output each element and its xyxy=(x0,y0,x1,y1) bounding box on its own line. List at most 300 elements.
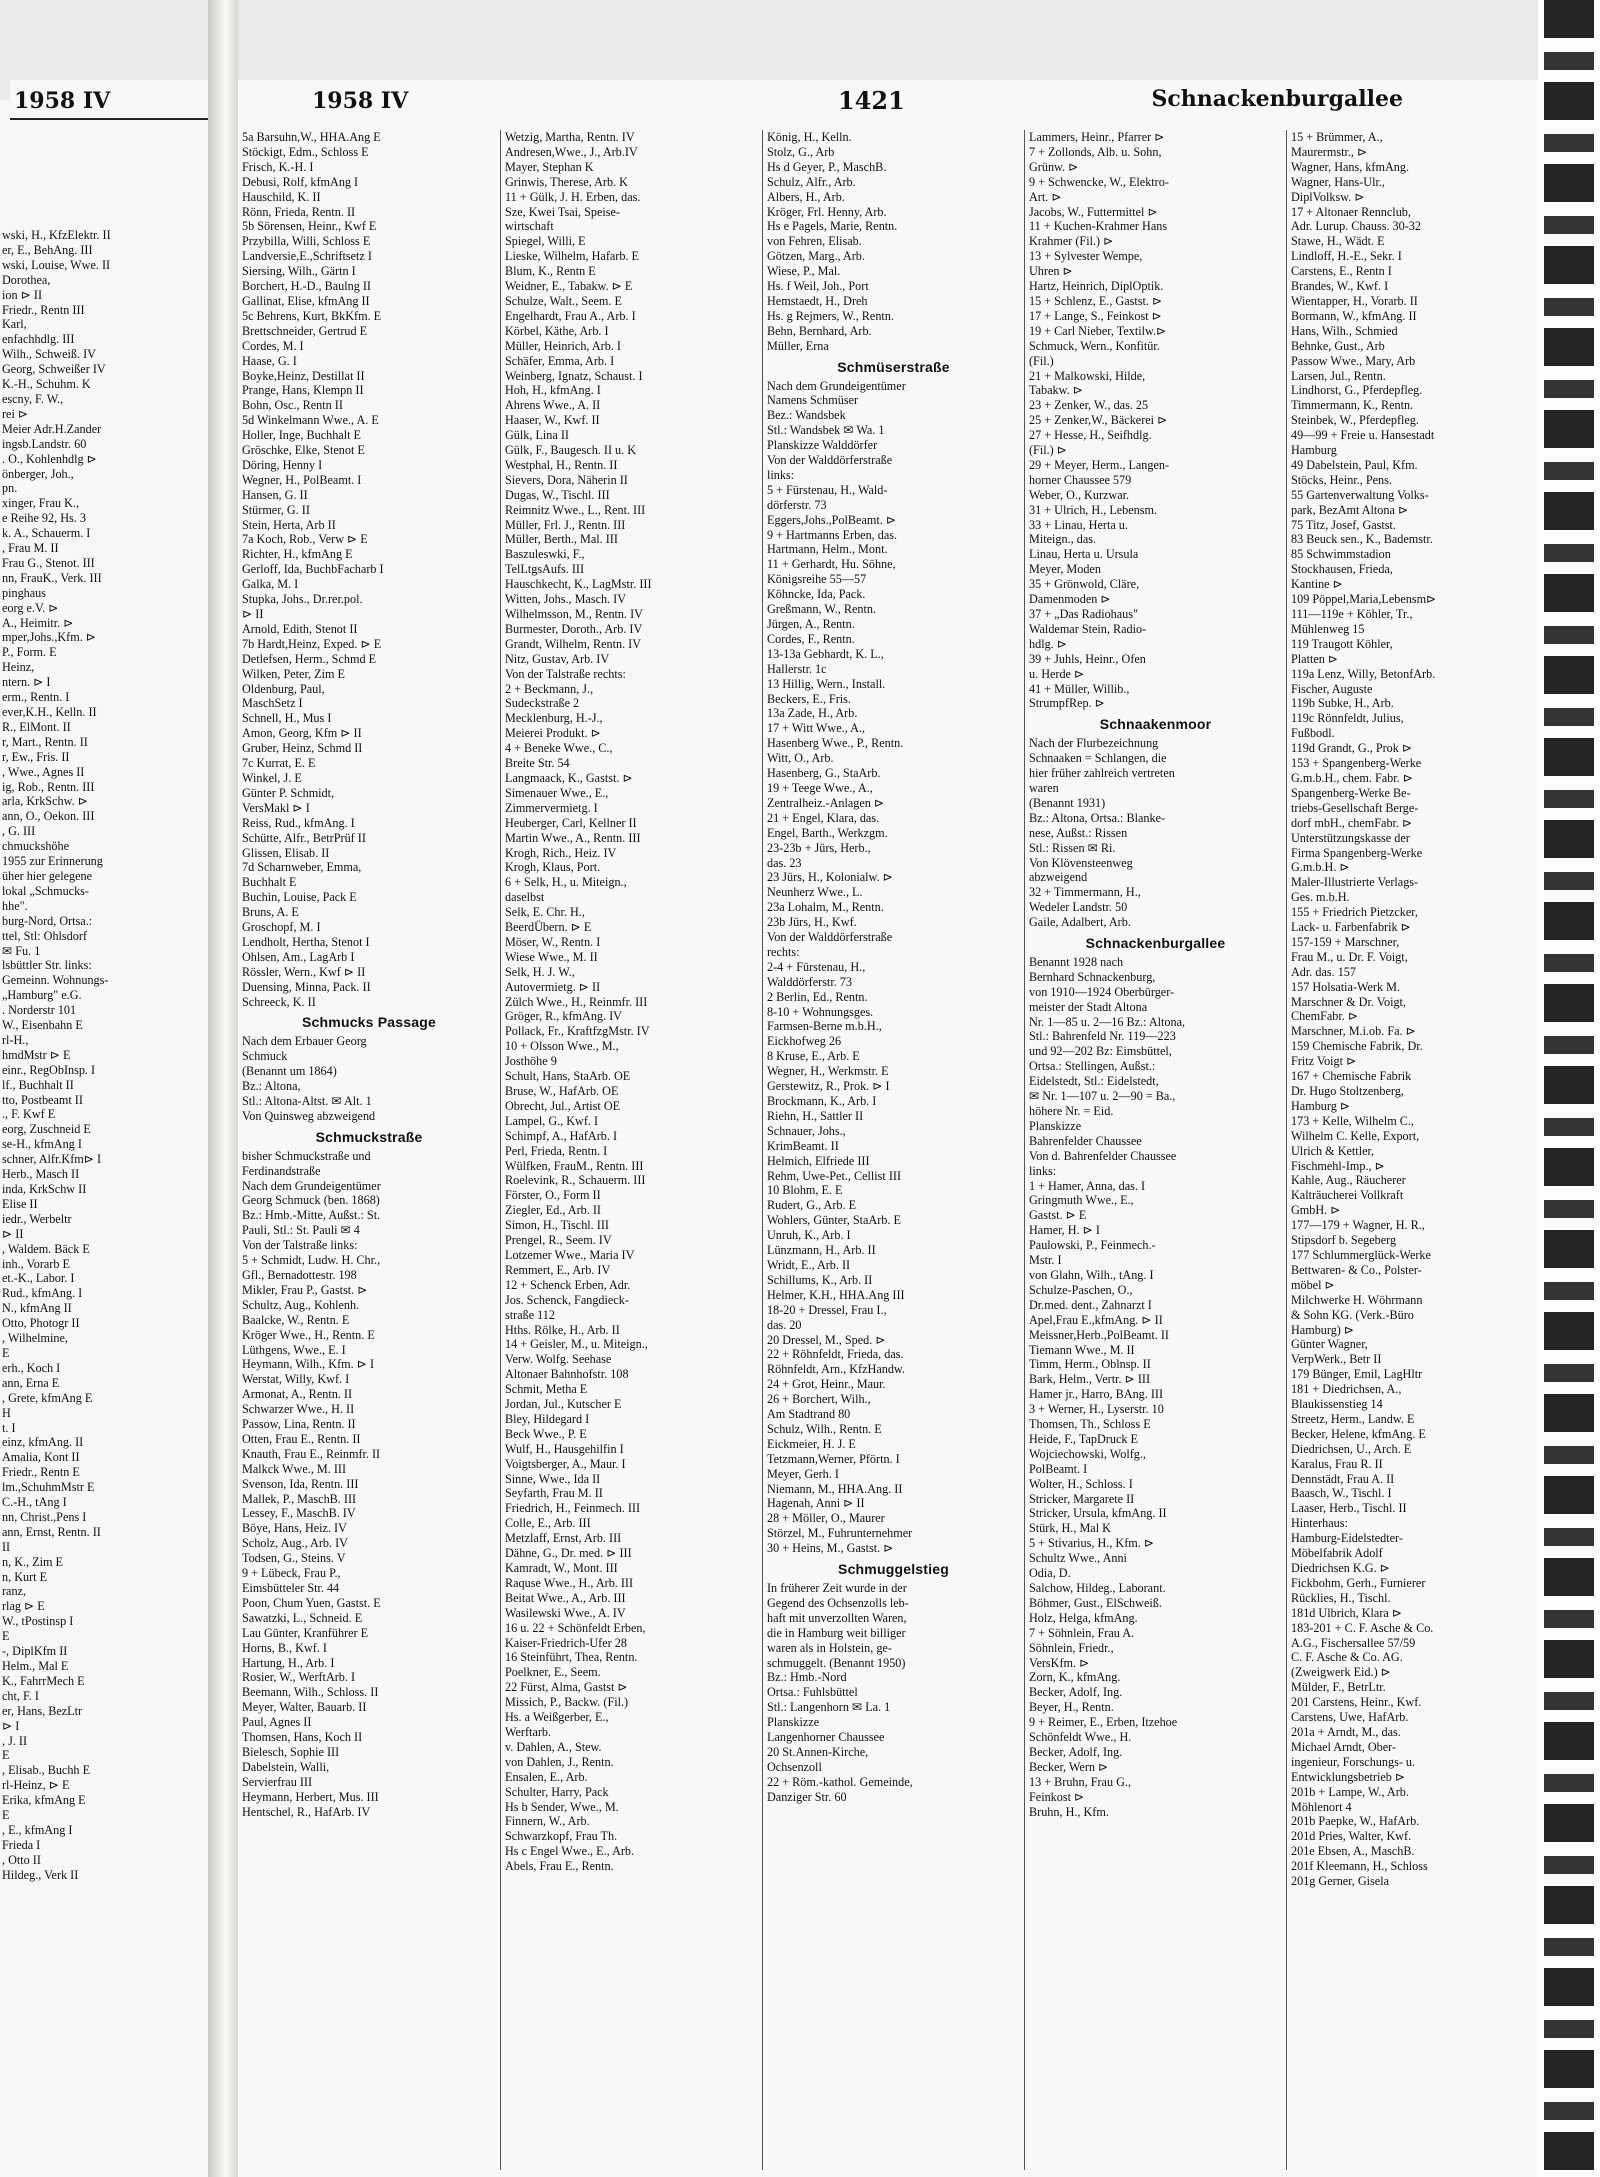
directory-entry: 17 + Lange, S., Feinkost ⊳ xyxy=(1029,308,1162,323)
directory-entry: Karalus, Frau R. II xyxy=(1291,1456,1383,1471)
directory-entry: Bohn, Osc., Rentn II xyxy=(242,398,343,413)
directory-entry: 49 Dabelstein, Paul, Kfm. xyxy=(1291,457,1418,472)
directory-entry: Schimpf, A., HafArb. I xyxy=(505,1128,618,1143)
directory-entry: wski, Louise, Wwe. II xyxy=(2,257,111,272)
directory-entry: Hs. f Weil, Joh., Port xyxy=(767,279,869,294)
directory-entry: Eggers,Johs.,PolBeamt. ⊳ xyxy=(767,512,897,527)
directory-entry: einr., RegObInsp. I xyxy=(2,1062,96,1077)
directory-entry: 181 + Diedrichsen, A., xyxy=(1291,1382,1402,1397)
directory-entry: schmuggelt. (Benannt 1950) xyxy=(767,1655,906,1670)
directory-entry: Hamburg ⊳ xyxy=(1291,1098,1351,1113)
directory-entry: Friedr., Rentn E xyxy=(2,1465,80,1480)
directory-entry: K.-H., Schuhm. K xyxy=(2,377,91,392)
directory-entry: 201a + Arndt, M., das. xyxy=(1291,1724,1401,1739)
directory-entry: Laaser, Herb., Tischl. II xyxy=(1291,1501,1407,1516)
directory-entry: Boyke,Heinz, Destillat II xyxy=(242,368,365,383)
street-heading: Schmuckstraße xyxy=(315,1128,423,1145)
directory-entry: Stein, Herta, Arb II xyxy=(242,517,336,532)
directory-entry: PolBeamt. I xyxy=(1029,1461,1088,1476)
directory-entry: dörferstr. 73 xyxy=(767,497,827,512)
directory-entry: Köhncke, Ida, Pack. xyxy=(767,587,866,602)
directory-entry: Am Stadtrand 80 xyxy=(767,1407,851,1422)
directory-entry: Gülk, F., Baugesch. II u. K xyxy=(505,443,637,458)
directory-entry: Damenmoden ⊳ xyxy=(1029,592,1111,607)
directory-entry: Gallinat, Elise, kfmAng II xyxy=(242,293,370,308)
directory-entry: 119b Subke, H., Arb. xyxy=(1291,696,1394,711)
directory-entry: GmbH. ⊳ xyxy=(1291,1203,1341,1218)
directory-entry: v. Dahlen, A., Stew. xyxy=(505,1739,602,1754)
directory-entry: ig, Rob., Rentn. III xyxy=(2,779,95,794)
adjacent-page-edge xyxy=(1538,0,1600,2177)
directory-entry: Finnern, W., Arb. xyxy=(505,1814,590,1829)
directory-entry: Ensalen, E., Arb. xyxy=(505,1769,588,1784)
directory-entry: Paulowski, P., Feinmech.- xyxy=(1029,1238,1156,1253)
directory-entry: 201f Kleemann, H., Schloss xyxy=(1291,1859,1428,1874)
directory-entry: xinger, Frau K., xyxy=(2,496,80,511)
directory-entry: 18-20 + Dressel, Frau I., xyxy=(767,1302,887,1317)
directory-entry: Werstat, Willy, Kwf. I xyxy=(242,1372,350,1387)
directory-entry: Königsreihe 55—57 xyxy=(767,572,867,587)
directory-entry: VersKfm. ⊳ xyxy=(1029,1655,1090,1670)
directory-entry: , E., kfmAng I xyxy=(2,1822,73,1837)
directory-entry: Diedrichsen, U., Arch. E xyxy=(1291,1441,1412,1456)
directory-entry: Wasilewski Wwe., A. IV xyxy=(505,1605,626,1620)
directory-entry: Niemann, M., HHA.Ang. II xyxy=(767,1481,903,1496)
directory-entry: 1955 zur Erinnerung xyxy=(2,854,103,869)
directory-entry: Wilhelm C. Kelle, Export, xyxy=(1291,1128,1420,1143)
directory-entry: 201d Pries, Walter, Kwf. xyxy=(1291,1829,1412,1844)
directory-entry: , Wwe., Agnes II xyxy=(2,764,85,779)
directory-entry: Josthöhe 9 xyxy=(505,1054,557,1069)
directory-entry: Schulz, Alfr., Arb. xyxy=(767,174,856,189)
directory-entry: Mayer, Stephan K xyxy=(505,159,594,174)
directory-entry: Grinwis, Therese, Arb. K xyxy=(505,174,628,189)
directory-entry: Helmich, Elfriede III xyxy=(767,1153,870,1168)
directory-entry: Hamer jr., Harro, BAng. III xyxy=(1029,1387,1164,1402)
directory-entry: G.m.b.H., chem. Fabr. ⊳ xyxy=(1291,770,1413,785)
directory-column-4 xyxy=(1024,130,1286,2170)
directory-entry: Unterstützungskasse der xyxy=(1291,830,1410,845)
directory-entry: Lendholt, Hertha, Stenot I xyxy=(242,934,370,949)
directory-entry: Hauschkecht, K., LagMstr. III xyxy=(505,577,652,592)
directory-entry: pinghaus xyxy=(2,585,47,600)
directory-entry: A.G., Fischersallee 57/59 xyxy=(1291,1635,1416,1650)
directory-entry: Hs. g Rejmers, W., Rentn. xyxy=(767,308,894,323)
directory-entry: Eidelstedt, Stl.: Eidelstedt, xyxy=(1029,1074,1159,1089)
directory-entry: Wulf, H., Hausgehilfin I xyxy=(505,1441,624,1456)
directory-entry: Selk, H. J. W., xyxy=(505,964,575,979)
directory-entry: Sinne, Wwe., Ida II xyxy=(505,1471,601,1486)
directory-entry: Fischmehl-Imp., ⊳ xyxy=(1291,1158,1385,1173)
directory-entry: von 1910—1924 Oberbürger- xyxy=(1029,984,1175,999)
directory-entry: Raquse Wwe., H., Arb. III xyxy=(505,1575,634,1590)
directory-entry: Poon, Chum Yuen, Gastst. E xyxy=(242,1595,381,1610)
page-header xyxy=(238,80,1538,120)
directory-entry: Passow, Lina, Rentn. II xyxy=(242,1417,356,1432)
directory-entry: Dr.med. dent., Zahnarzt I xyxy=(1029,1297,1152,1312)
directory-entry: 4 + Beneke Wwe., C., xyxy=(505,741,613,756)
directory-entry: önberger, Joh., xyxy=(2,466,74,481)
directory-entry: Beyer, H., Rentn. xyxy=(1029,1700,1114,1715)
directory-entry: Becker, Wern ⊳ xyxy=(1029,1759,1109,1774)
directory-entry: In früherer Zeit wurde in der xyxy=(767,1581,907,1595)
directory-entry: 27 + Hesse, H., Seifhdlg. xyxy=(1029,428,1152,443)
directory-entry: 22 + Röm.-kathol. Gemeinde, xyxy=(767,1774,913,1789)
directory-entry: 153 + Spangenberg-Werke xyxy=(1291,756,1422,771)
directory-entry: 31 + Ulrich, H., Lebensm. xyxy=(1029,502,1158,517)
directory-entry: Hs. a Weißgerber, E., xyxy=(505,1710,609,1725)
directory-entry: 1 + Hamer, Anna, das. I xyxy=(1029,1178,1146,1193)
directory-entry: Grünw. ⊳ xyxy=(1029,159,1079,174)
directory-column-5 xyxy=(1286,130,1538,2170)
directory-entry: (Benannt um 1864) xyxy=(242,1064,337,1079)
directory-entry: 201e Ebsen, A., MaschB. xyxy=(1291,1844,1415,1859)
directory-entry: 6 + Selk, H., u. Miteign., xyxy=(505,875,627,890)
directory-entry: Frisch, K.-H. I xyxy=(242,159,314,174)
directory-entry: 109 Pöppel,Maria,Lebensm⊳ xyxy=(1291,592,1437,607)
directory-entry: 39 + Juhls, Heinr., Ofen xyxy=(1029,651,1146,666)
directory-entry: 111—119e + Köhler, Tr., xyxy=(1291,607,1413,621)
left-page-header xyxy=(10,80,208,120)
directory-entry: Westphal, H., Rentn. II xyxy=(505,457,618,472)
directory-entry: Amalia, Kont II xyxy=(2,1450,80,1465)
directory-entry: 17 + Altonaer Rennclub, xyxy=(1291,204,1411,219)
directory-entry: 75 Titz, Josef, Gastst. xyxy=(1291,517,1396,532)
directory-entry: Nr. 1—85 u. 2—16 Bz.: Altona, xyxy=(1029,1014,1186,1029)
directory-entry: Gruber, Heinz, Schmd II xyxy=(242,741,363,756)
directory-entry: E xyxy=(2,1629,10,1644)
directory-entry: Stipsdorf b. Segeberg xyxy=(1291,1233,1397,1248)
directory-entry: Müller, Erna xyxy=(767,338,829,353)
directory-entry: hhe". xyxy=(2,898,28,913)
directory-entry: Schultz, Aug., Kohlenh. xyxy=(242,1297,360,1312)
directory-entry: Müller, Frl. J., Rentn. III xyxy=(505,517,626,532)
directory-entry: dorf mbH., chemFabr. ⊳ xyxy=(1291,815,1413,830)
directory-entry: Georg, Schweißer IV xyxy=(2,362,106,377)
directory-entry: 19 + Teege Wwe., A., xyxy=(767,780,873,795)
directory-entry: Tiemann Wwe., M. II xyxy=(1029,1342,1135,1357)
directory-entry: chmuckshöhe xyxy=(2,839,70,854)
directory-entry: Becker, Adolf, Ing. xyxy=(1029,1685,1123,1700)
directory-entry: 119 Traugott Köhler, xyxy=(1291,636,1393,651)
directory-entry: Ochsenzoll xyxy=(767,1759,822,1774)
directory-entry: Stl.: Rissen ✉ Ri. xyxy=(1029,840,1116,855)
directory-entry: 25 + Zenker,W., Bäckerei ⊳ xyxy=(1029,413,1168,428)
directory-entry: ann, O., Oekon. III xyxy=(2,809,95,824)
directory-entry: Von Klövensteenweg xyxy=(1029,855,1133,870)
directory-entry: -, DiplKfm II xyxy=(2,1644,68,1659)
directory-entry: Dähne, G., Dr. med. ⊳ III xyxy=(505,1546,632,1561)
directory-entry: Oldenburg, Paul, xyxy=(242,681,325,696)
directory-entry: links: xyxy=(1029,1163,1057,1178)
directory-entry: und 92—202 Bz: Eimsbüttel, xyxy=(1029,1044,1172,1059)
directory-entry: Ohlsen, Am., LagArb I xyxy=(242,949,355,964)
directory-entry: Hs e Pagels, Marie, Rentn. xyxy=(767,219,898,234)
directory-entry: Behnke, Gust., Arb xyxy=(1291,338,1385,353)
directory-entry: Sudeckstraße 2 xyxy=(505,696,580,711)
directory-entry: Fischer, Auguste xyxy=(1291,681,1373,696)
directory-entry: Pauli, Stl.: St. Pauli ✉ 4 xyxy=(242,1223,360,1238)
directory-entry: Hamburg-Eidelstedter- xyxy=(1291,1531,1403,1546)
directory-entry: Dugas, W., Tischl. III xyxy=(505,487,610,502)
directory-entry: Verw. Wolfg. Seehase xyxy=(505,1352,612,1367)
directory-entry: hier früher zahlreich vertreten xyxy=(1029,766,1175,781)
directory-entry: ⊳ II xyxy=(2,1226,24,1241)
directory-entry: Tabakw. ⊳ xyxy=(1029,383,1083,398)
directory-entry: Jürgen, A., Rentn. xyxy=(767,617,855,631)
directory-entry: 7a Koch, Rob., Verw ⊳ E xyxy=(242,532,368,547)
directory-entry: die in Hamburg weit billiger xyxy=(767,1625,906,1640)
directory-entry: Larsen, Jul., Rentn. xyxy=(1291,368,1386,383)
directory-entry: Pollack, Fr., KraftfzgMstr. IV xyxy=(505,1024,650,1039)
directory-entry: 24 + Grot, Heinr., Maur. xyxy=(767,1377,886,1392)
directory-entry: Nach dem Grundeigentümer xyxy=(242,1178,381,1193)
directory-entry: rl-Heinz, ⊳ E xyxy=(2,1778,70,1793)
directory-entry: 23b Jürs, H., Kwf. xyxy=(767,915,857,930)
directory-entry: Dorothea, xyxy=(2,272,51,287)
directory-entry: Stricker, Ursula, kfmAng. II xyxy=(1029,1506,1167,1521)
directory-entry: Mühlenweg 15 xyxy=(1291,621,1365,636)
directory-entry: 9 + Reimer, E., Erben, Itzehoe xyxy=(1029,1715,1178,1730)
directory-entry: E xyxy=(2,1808,10,1823)
directory-entry: Lessey, F., MaschB. IV xyxy=(242,1506,356,1521)
directory-entry: Missich, P., Backw. (Fil.) xyxy=(505,1695,629,1710)
directory-entry: Zentralheiz.-Anlagen ⊳ xyxy=(767,795,885,810)
street-heading: Schmüserstraße xyxy=(837,358,950,375)
directory-entry: Bz.: Altona, Ortsa.: Blanke- xyxy=(1029,810,1166,825)
directory-entry: & Sohn KG. (Verk.-Büro xyxy=(1291,1307,1414,1322)
directory-entry: Metzlaff, Ernst, Arb. III xyxy=(505,1531,622,1546)
directory-entry: Feinkost ⊳ xyxy=(1029,1789,1085,1804)
directory-entry: das. 23 xyxy=(767,855,802,870)
directory-entry: pn. xyxy=(2,481,18,496)
directory-entry: inda, KrkSchw II xyxy=(2,1182,87,1196)
directory-entry: Reimnitz Wwe., L., Rent. III xyxy=(505,502,646,517)
directory-entry: bisher Schmuckstraße und xyxy=(242,1148,371,1163)
directory-entry: Becker, Helene, kfmAng. E xyxy=(1291,1426,1426,1441)
directory-entry: Nach dem Grundeigentümer xyxy=(767,378,906,393)
directory-entry: Timmermann, K., Rentn. xyxy=(1291,398,1414,413)
directory-entry: Röhnfeldt, Arn., KfzHandw. xyxy=(767,1362,905,1377)
directory-entry: Salchow, Hildeg., Laborant. xyxy=(1029,1581,1166,1595)
directory-entry: Malkck Wwe., M. III xyxy=(242,1461,347,1476)
directory-entry: 201 Carstens, Heinr., Kwf. xyxy=(1291,1695,1422,1710)
directory-entry: 5c Behrens, Kurt, BkKfm. E xyxy=(242,308,382,323)
directory-entry: 2 + Beckmann, J., xyxy=(505,681,594,696)
directory-entry: Rosier, W., WerftArb. I xyxy=(242,1670,356,1685)
directory-entry: Detlefsen, Herm., Schmd E xyxy=(242,651,377,666)
directory-entry: 20 St.Annen-Kirche, xyxy=(767,1744,869,1759)
directory-entry: Blaukissenstieg 14 xyxy=(1291,1397,1383,1412)
directory-entry: rei ⊳ xyxy=(2,406,29,421)
directory-entry: Beck Wwe., P. E xyxy=(505,1426,587,1441)
left-page xyxy=(0,100,208,2177)
directory-entry: Bahrenfelder Chaussee xyxy=(1029,1133,1142,1148)
directory-entry: Wiese Wwe., M. II xyxy=(505,949,598,964)
directory-entry: Andresen,Wwe., J., Arb.IV xyxy=(505,144,638,159)
directory-entry: Adr. das. 157 xyxy=(1291,964,1356,979)
directory-entry: hmdMstr ⊳ E xyxy=(2,1047,71,1062)
directory-entry: Stricker, Margarete II xyxy=(1029,1491,1135,1506)
directory-entry: Krogh, Rich., Heiz. IV xyxy=(505,845,617,860)
directory-entry: C.-H., tAng I xyxy=(2,1495,67,1510)
directory-entry: Riehn, H., Sattler II xyxy=(767,1108,864,1123)
directory-entry: 5b Sörensen, Heinr., Kwf E xyxy=(242,219,377,234)
directory-entry: Lau Günter, Kranführer E xyxy=(242,1625,369,1640)
directory-entry: Sievers, Dora, Näherin II xyxy=(505,472,628,487)
directory-entry: 85 Schwimmstadion xyxy=(1291,547,1391,562)
directory-entry: Albers, H., Arb. xyxy=(767,189,845,204)
directory-entry: straße 112 xyxy=(505,1307,555,1322)
directory-entry: Planskizze xyxy=(767,1715,820,1730)
directory-entry: Meier Adr.H.Zander xyxy=(2,421,102,436)
directory-entry: lsbüttler Str. links: xyxy=(2,958,92,973)
directory-entry: Abels, Frau E., Rentn. xyxy=(505,1859,614,1874)
directory-entry: Schulter, Harry, Pack xyxy=(505,1784,609,1799)
street-heading: Schnaakenmoor xyxy=(1099,716,1212,733)
directory-entry: Kantine ⊳ xyxy=(1291,577,1343,592)
directory-entry: 12 + Schenck Erben, Adr. xyxy=(505,1277,631,1292)
directory-entry: nn, FrauK., Verk. III xyxy=(2,570,102,585)
directory-entry: 23a Lohalm, M., Rentn. xyxy=(767,900,884,915)
directory-entry: Jos. Schenck, Fangdieck- xyxy=(505,1292,629,1307)
directory-entry: r, Mart., Rentn. II xyxy=(2,734,88,749)
directory-entry: Apel,Frau E.,kfmAng. ⊳ II xyxy=(1029,1312,1163,1327)
directory-entry: Holz, Helga, kfmAng. xyxy=(1029,1610,1138,1625)
directory-entry: Gülk, Lina II xyxy=(505,428,569,443)
directory-entry: 19 + Carl Nieber, Textilw.⊳ xyxy=(1029,323,1167,338)
directory-entry: Wilh., Schweiß. IV xyxy=(2,347,96,362)
directory-entry: Langenhorner Chaussee xyxy=(767,1730,885,1745)
directory-entry: Schnell, H., Mus I xyxy=(242,711,332,726)
directory-entry: erm., Rentn. I xyxy=(2,690,70,705)
directory-entry: Böye, Hans, Heiz. IV xyxy=(242,1521,347,1536)
directory-entry: 13-13a Gebhardt, K. L., xyxy=(767,646,884,661)
directory-entry: Ferdinandstraße xyxy=(242,1163,321,1178)
directory-entry: Thomsen, Th., Schloss E xyxy=(1029,1417,1151,1432)
directory-entry: u. Herde ⊳ xyxy=(1029,666,1085,681)
directory-entry: ranz, xyxy=(2,1584,27,1599)
directory-entry: Hans, Wilh., Schmied xyxy=(1291,323,1398,338)
directory-entry: Wegner, H., Werkmstr. E xyxy=(767,1064,889,1079)
directory-entry: Gröschke, Elke, Stenot E xyxy=(242,443,365,458)
directory-entry: Bez.: Wandsbek xyxy=(767,408,846,423)
directory-entry: Wilken, Peter, Zim E xyxy=(242,666,345,681)
left-page-column xyxy=(0,228,202,2177)
directory-entry: VerpWerk., Betr II xyxy=(1291,1352,1382,1367)
directory-entry: lokal „Schmucks- xyxy=(2,883,89,898)
directory-entry: Böhmer, Gust., ElSchweiß. xyxy=(1029,1595,1162,1610)
directory-entry: 9 + Schwencke, W., Elektro- xyxy=(1029,174,1169,189)
directory-column-3 xyxy=(762,130,1024,2170)
directory-entry: schner, Alfr.Kfm⊳ I xyxy=(2,1152,102,1167)
directory-entry: 177—179 + Wagner, H. R., xyxy=(1291,1218,1425,1233)
directory-entry: Groschopf, M. I xyxy=(242,920,321,935)
directory-entry: 35 + Grönwold, Cläre, xyxy=(1029,577,1140,592)
directory-entry: erh., Koch I xyxy=(2,1360,61,1375)
directory-entry: Marschner, M.i.ob. Fa. ⊳ xyxy=(1291,1024,1416,1039)
directory-entry: Heymann, Herbert, Mus. III xyxy=(242,1789,379,1804)
directory-column-2 xyxy=(500,130,762,2170)
directory-entry: 5 + Stivarius, H., Kfm. ⊳ xyxy=(1029,1536,1155,1551)
directory-entry: Frau G., Stenot. III xyxy=(2,555,95,570)
directory-entry: 37 + „Das Radiohaus" xyxy=(1029,607,1138,621)
directory-entry: Gröger, R., kfmAng. IV xyxy=(505,1009,622,1024)
directory-entry: er, E., BehAng. III xyxy=(2,242,93,257)
directory-entry: Gringmuth Wwe., E., xyxy=(1029,1193,1134,1208)
directory-entry: Frau M., u. Dr. F. Voigt, xyxy=(1291,949,1408,964)
directory-entry: 8 Kruse, E., Arb. E xyxy=(767,1049,860,1064)
directory-entry: park, BezAmt Altona ⊳ xyxy=(1291,502,1409,517)
directory-entry: 30 + Heins, M., Gastst. ⊳ xyxy=(767,1541,894,1556)
directory-entry: , Wilhelmine, xyxy=(2,1331,68,1346)
directory-entry: Winkel, J. E xyxy=(242,770,302,785)
directory-entry: Meyer, Walter, Bauarb. II xyxy=(242,1700,367,1715)
directory-entry: Hs d Geyer, P., MaschB. xyxy=(767,159,887,174)
directory-entry: Frieda I xyxy=(2,1837,41,1852)
directory-entry: tto, Postbeamt II xyxy=(2,1092,83,1107)
directory-entry: Erika, kfmAng E xyxy=(2,1793,86,1808)
directory-entry: Schwarzer Wwe., H. II xyxy=(242,1402,355,1417)
directory-entry: Stöcks, Heinr., Pens. xyxy=(1291,472,1392,487)
directory-entry: Beckers, E., Fris. xyxy=(767,691,851,706)
directory-entry: 29 + Meyer, Herm., Langen- xyxy=(1029,457,1170,472)
directory-entry: Eickmeier, H. J. E xyxy=(767,1436,856,1451)
directory-entry: links: xyxy=(767,467,795,482)
directory-entry: ., F. Kwf E xyxy=(2,1107,56,1122)
directory-entry: Martin Wwe., A., Rentn. III xyxy=(505,830,641,845)
directory-entry: Gemeinn. Wohnungs- xyxy=(2,973,109,988)
directory-entry: Schmuck xyxy=(242,1049,288,1064)
directory-entry: Hamer, H. ⊳ I xyxy=(1029,1223,1100,1238)
directory-entry: 11 + Gerhardt, Hu. Söhne, xyxy=(767,557,896,572)
directory-entry: Borchert, H.-D., Baulng II xyxy=(242,279,371,294)
directory-entry: Hallerstr. 1c xyxy=(767,661,827,676)
directory-entry: Buchin, Louise, Pack E xyxy=(242,890,357,905)
directory-entry: Jordan, Jul., Kutscher E xyxy=(505,1397,622,1412)
directory-entry: Zorn, K., kfmAng. xyxy=(1029,1670,1121,1685)
directory-entry: Hths. Rölke, H., Arb. II xyxy=(505,1322,620,1337)
directory-entry: et.-K., Labor. I xyxy=(2,1271,75,1286)
directory-entry: ✉ Fu. 1 xyxy=(2,943,41,958)
directory-entry: Fußbodl. xyxy=(1291,726,1335,741)
directory-entry: Wedeler Landstr. 50 xyxy=(1029,900,1128,915)
directory-entry: Lünzmann, H., Arb. II xyxy=(767,1243,876,1258)
directory-entry: Cordes, F., Rentn. xyxy=(767,631,855,646)
directory-entry: Hentschel, R., HafArb. IV xyxy=(242,1804,371,1819)
directory-entry: 2-4 + Fürstenau, H., xyxy=(767,959,866,974)
directory-entry: Wülfken, FrauM., Rentn. III xyxy=(505,1158,644,1173)
directory-entry: Müller, Heinrich, Arb. I xyxy=(505,338,621,353)
directory-entry: Meierei Produkt. ⊳ xyxy=(505,726,601,741)
directory-entry: Baalcke, W., Rentn. E xyxy=(242,1312,350,1327)
directory-entry: Von d. Bahrenfelder Chaussee xyxy=(1029,1148,1177,1163)
directory-entry: Werftarb. xyxy=(505,1724,552,1739)
directory-entry: Schäfer, Emma, Arb. I xyxy=(505,353,615,368)
directory-entry: Armonat, A., Rentn. II xyxy=(242,1387,353,1402)
directory-entry: eorg, Zuschneid E xyxy=(2,1122,91,1137)
directory-entry: ingsb.Landstr. 60 xyxy=(2,436,87,451)
directory-entry: Rudert, G., Arb. E xyxy=(767,1198,857,1213)
street-heading: Schmuggelstieg xyxy=(838,1561,949,1578)
directory-entry: 28 + Möller, O., Maurer xyxy=(767,1511,885,1526)
directory-entry: K., FahrrMech E xyxy=(2,1673,85,1688)
directory-entry: 9 + Hartmanns Erben, das. xyxy=(767,527,898,542)
directory-entry: Hansen, G. II xyxy=(242,487,308,502)
directory-entry: r, Ew., Fris. II xyxy=(2,749,70,764)
directory-entry: Richter, H., kfmAng E xyxy=(242,547,353,562)
directory-entry: Götzen, Marg., Arb. xyxy=(767,249,865,264)
